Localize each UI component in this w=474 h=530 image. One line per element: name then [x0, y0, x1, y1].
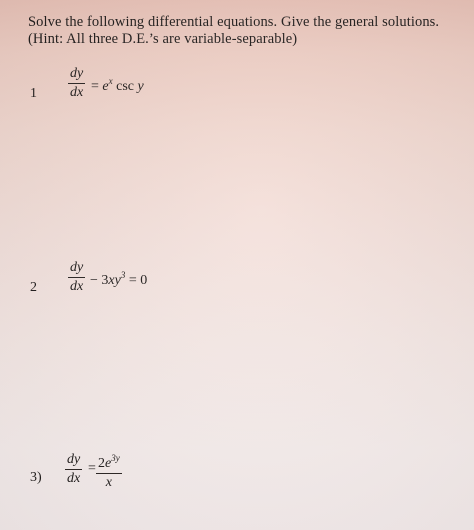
problem-2-rhs: [90, 270, 147, 289]
problem-2-minus-3: − 3: [90, 273, 109, 288]
problem-2-equals-zero: = 0: [125, 273, 148, 288]
problem-1-number: 1: [30, 86, 37, 101]
problem-2-numerator: dy: [70, 260, 84, 275]
problem-2-derivative: [68, 260, 85, 295]
problem-1-csc: csc: [112, 79, 138, 94]
problem-1-e: e: [102, 79, 109, 94]
problem-1-exponent: x: [108, 76, 113, 86]
problem-3-exponent: 3y: [111, 453, 120, 463]
problem-3-derivative: [65, 452, 82, 487]
problem-3-equals: =: [88, 461, 96, 476]
problem-1-derivative: [68, 66, 85, 101]
problem-3-coefficient: 2: [98, 456, 105, 471]
problem-3-numerator: dy: [67, 452, 81, 467]
problem-2-number: 2: [30, 280, 37, 295]
problem-3-rhs-denominator: x: [105, 475, 112, 490]
problem-2-xy: xy: [108, 273, 121, 288]
fraction-bar: [68, 83, 85, 84]
fraction-bar: [96, 473, 122, 474]
problem-3-rhs-fraction: [96, 450, 122, 491]
fraction-bar: [68, 277, 85, 278]
problem-3-number: 3): [30, 470, 42, 485]
instructions-line-2: (Hint: All three D.E.’s are variable-separable): [28, 31, 298, 47]
problem-1-denominator: dx: [70, 85, 84, 100]
problem-3-e: e: [105, 456, 112, 471]
problem-1-numerator: dy: [70, 66, 84, 81]
problem-2-denominator: dx: [70, 279, 84, 294]
fraction-bar: [65, 469, 82, 470]
problem-2-exponent: 3: [120, 270, 126, 280]
instructions: [28, 14, 439, 48]
problem-3-rhs-numerator: [96, 450, 122, 472]
problem-1-y: y: [137, 79, 144, 94]
problem-1-rhs: [91, 76, 144, 95]
instructions-line-1: Solve the following differential equations. Give the general solutions.: [28, 14, 440, 30]
problem-3-denominator: dx: [67, 471, 81, 486]
problem-1-equals: =: [91, 79, 103, 94]
